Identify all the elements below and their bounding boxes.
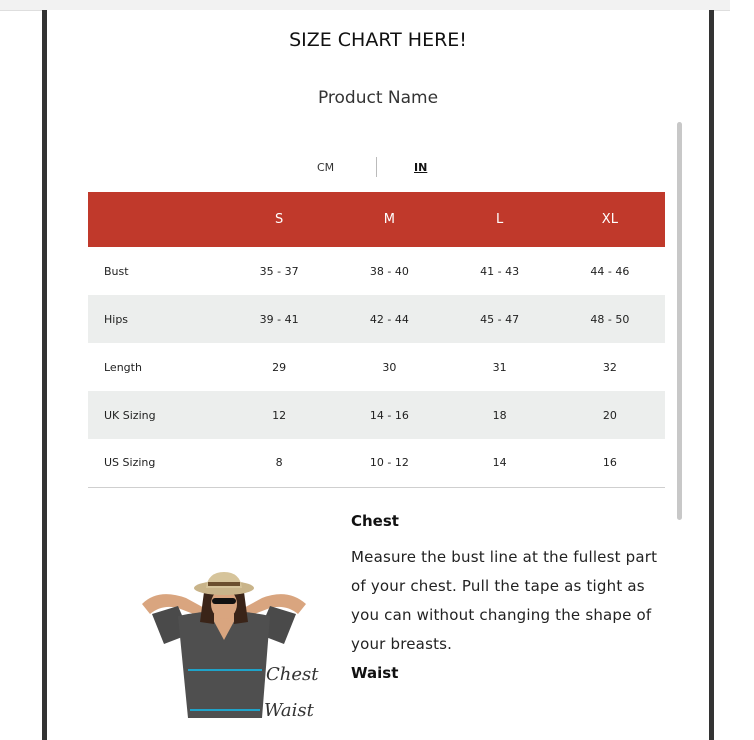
table-row	[88, 295, 665, 343]
size-chart-modal	[42, 10, 714, 740]
waist-label: Waist	[264, 700, 314, 721]
table-cell: 32	[602, 360, 617, 374]
product-name: Product Name	[317, 88, 439, 108]
unit-option-cm[interactable]: CM	[317, 161, 335, 174]
header-size-xl: XL	[601, 212, 618, 227]
table-cell: 39 - 41	[259, 312, 299, 326]
row-label-length: Length	[104, 360, 142, 374]
table-cell: 45 - 47	[480, 312, 520, 326]
hat-band	[208, 582, 240, 586]
header-blank	[88, 192, 224, 247]
waist-heading: Waist	[351, 664, 399, 682]
unit-option-in[interactable]: IN	[414, 161, 428, 174]
table-row	[88, 343, 665, 391]
table-cell: 8	[275, 456, 283, 470]
row-label-us-sizing: US Sizing	[104, 456, 156, 470]
table-cell: 31	[492, 360, 507, 374]
table-cell: 29	[272, 360, 287, 374]
table-row	[88, 247, 665, 295]
table-cell: 14	[492, 456, 507, 470]
unit-toggle	[47, 156, 709, 182]
table-cell: 10 - 12	[369, 456, 409, 470]
table-cell: 44 - 46	[590, 264, 630, 278]
table-cell: 14 - 16	[369, 408, 409, 422]
table-cell: 20	[602, 408, 617, 422]
row-label-bust: Bust	[104, 264, 129, 278]
table-cell: 48 - 50	[590, 312, 630, 326]
page-scrollbar-track[interactable]	[730, 0, 754, 730]
chest-heading: Chest	[351, 512, 399, 530]
header-size-l: L	[496, 212, 504, 227]
sunglasses	[212, 598, 236, 604]
table-row	[88, 391, 665, 439]
table-cell: 35 - 37	[259, 264, 299, 278]
table-cell: 42 - 44	[369, 312, 409, 326]
chest-description: Measure the bust line at the fullest part of your chest. Pull the tape as tight as you can without changing the shape of your breasts.	[351, 548, 658, 653]
size-table-header	[88, 192, 665, 247]
model-illustration	[138, 570, 319, 721]
row-label-hips: Hips	[104, 312, 129, 326]
table-cell: 18	[492, 408, 507, 422]
size-table	[88, 192, 665, 488]
measurement-figure	[138, 570, 319, 721]
modal-title: SIZE CHART HERE!	[289, 29, 467, 51]
table-cell: 16	[602, 456, 617, 470]
header-size-s: S	[274, 212, 284, 227]
header-size-m: M	[383, 212, 395, 227]
table-row	[88, 439, 665, 487]
table-cell: 12	[272, 408, 287, 422]
table-cell: 41 - 43	[480, 264, 520, 278]
unit-divider	[376, 157, 377, 177]
table-cell: 38 - 40	[369, 264, 409, 278]
table-cell: 30	[382, 360, 397, 374]
row-label-uk-sizing: UK Sizing	[104, 408, 156, 422]
chest-label: Chest	[266, 664, 319, 685]
measurement-guide	[351, 512, 661, 682]
